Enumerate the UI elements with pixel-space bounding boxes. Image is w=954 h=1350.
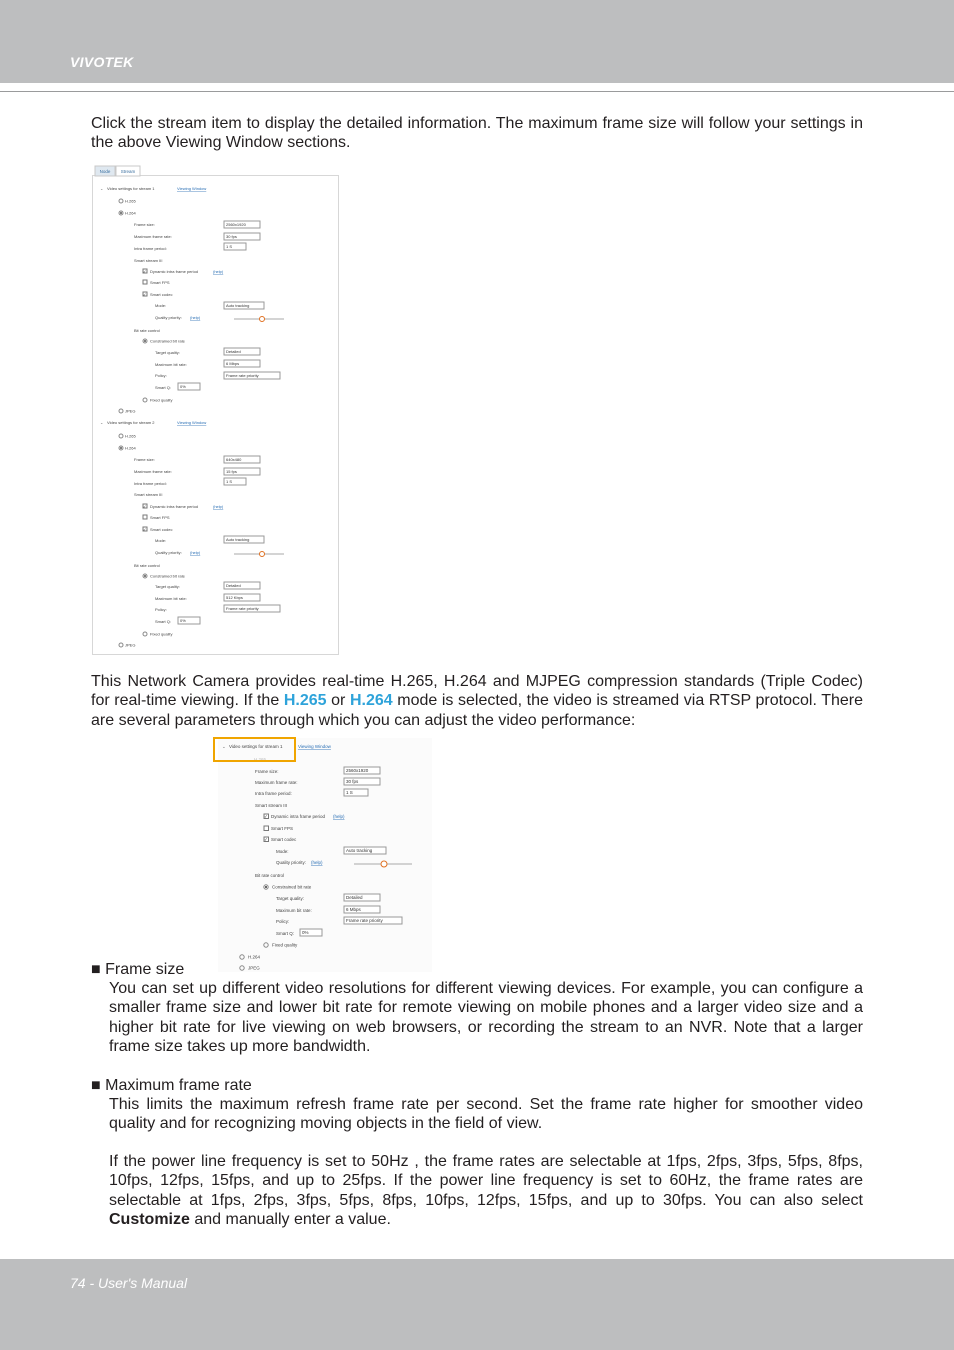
target-quality-label: Target quality: [155,350,180,355]
dynamic-intra-help-link[interactable]: (help) [213,269,224,274]
codec-jpeg-label: JPEG [125,642,136,648]
intro-paragraph: Click the stream item to display the detailed information. The maximum frame size will follow your settings in the above Viewing Window sections. [91,115,863,152]
max-frame-rate-value: 30 fps [226,234,237,239]
stream-settings-figure [92,164,340,656]
frame-size-paragraph: You can set up different video resolutions for different viewing devices. For example, you can configure a smaller frame size and lower bit rate for remote viewing on mobile phones and a larger video size and a higher bit rate for live viewing on web browsers, or recording the stream to an NVR. Note that a larger frame size takes up more bandwidth. [109,980,863,1055]
check-mark-icon: ✓ [264,814,268,819]
smart-q-value: 0% [180,618,186,623]
quality-slider-handle[interactable] [381,861,387,867]
smart-fps-checkbox[interactable] [264,826,269,831]
svg-text:⌄: ⌄ [222,744,226,749]
codec-h265-label: H.265 [125,198,136,204]
check-mark-icon: ✓ [143,292,147,297]
frame-size-label: Frame size: [255,769,279,774]
quality-slider-handle[interactable] [260,317,265,322]
bit-rate-control-label: Bit rate control [255,873,285,878]
mode-label: Mode: [276,849,289,854]
check-mark-icon: ✓ [143,527,147,532]
mode-label: Mode: [155,538,167,543]
stream-1-title: Video settings for stream 1 [229,744,283,749]
smart-stream-label: Smart stream III [134,492,163,497]
codec-h264-label: H.264 [125,445,136,451]
quality-priority-help-link[interactable]: (help) [190,315,201,320]
max-bit-rate-value: 6 Mbps [346,907,361,912]
check-mark-icon: ✓ [143,269,147,274]
smart-q-value: 0% [180,384,186,389]
power-line-paragraph [109,1152,863,1229]
frame-size-value: 640x480 [226,457,242,462]
codec-text-part1: This Network Camera provides real-time H.265, H.264 and MJPEG compression standards (Triple Codec) for real-time viewing. If the [91,673,863,710]
max-frame-rate-label: Maximum frame rate: [134,469,172,474]
quality-priority-label: Quality priority: [155,550,182,555]
frame-size-label: Frame size: [134,457,155,462]
stream-1-title: Video settings for stream 1 [107,186,155,191]
smart-fps-label: Smart FPS [271,826,294,831]
smart-codec-label: Smart codec [150,292,173,297]
radio-h264-dot [120,447,122,449]
stream1-settings-figure [212,736,434,974]
codec-h264-label: H.264 [248,954,261,960]
h264-highlight: H.264 [349,692,393,710]
customize-term: Customize [109,1210,190,1228]
smart-fps-checkbox[interactable] [143,515,147,519]
smart-q-label: Smart Q: [276,931,295,936]
max-frame-rate-paragraph: This limits the maximum refresh frame rate per second. Set the frame rate higher for smoother video quality and for recognizing moving objects in the field of view. [109,1096,863,1133]
dynamic-intra-label: Dynamic intra frame period [150,504,199,509]
max-bit-rate-label: Maximum bit rate: [155,596,187,601]
quality-priority-label: Quality priority: [155,315,182,320]
brand-logo: VIVOTEK [70,54,134,70]
policy-value: Frame rate priority [346,918,383,923]
check-mark-icon: ✓ [264,837,268,842]
page-number: 74 - User's Manual [70,1275,188,1291]
fixed-quality-label: Fixed quality [150,631,173,637]
codec-text-part2: mode is selected, the video is streamed via RTSP protocol. There are several parameters through which you can adjust the video performance: [91,692,863,729]
smart-fps-label: Smart FPS [150,515,170,520]
bit-rate-control-label: Bit rate control [134,563,160,568]
frame-size-value: 2560x1920 [346,768,369,773]
target-quality-value: Detailed [226,349,241,354]
max-bit-rate-value: 512 Kbps [226,595,243,600]
check-mark-icon: ✓ [143,504,147,509]
tab-stream-label: Stream [120,169,136,174]
codec-paragraph [91,672,863,730]
policy-value: Frame rate priority [226,373,259,378]
smart-codec-label: Smart codec [271,837,297,842]
dynamic-intra-label: Dynamic intra frame period [150,269,199,274]
fixed-quality-label: Fixed quality [272,942,298,948]
target-quality-label: Target quality: [155,584,180,589]
power-line-text: If the power line frequency is set to 50Hz , the frame rates are selectable at 1fps, 2fps, 3fps, 5fps, 8fps, 10fps, 12fps, 15fps, and up to 25fps. If the power line frequency is set to 60Hz, the frame rates are selectable at 1fps, 2fps, 3fps, 5fps, 8fps, 10fps, 12fps, 15fps, and up to 30fps. You can also select [109,1153,863,1209]
stream-2-viewing-window-link[interactable]: Viewing Window [177,420,207,425]
max-frame-rate-label: Maximum frame rate: [134,234,172,239]
intra-frame-period-label: Intra frame period: [134,481,167,486]
max-bit-rate-value: 6 Mbps [226,361,240,366]
policy-label: Policy: [155,607,167,612]
radio-constrained-dot [265,886,267,888]
radio-constrained-dot [144,340,146,342]
codec-h265-label: H.265 [254,757,267,762]
radio-constrained-dot [144,575,146,577]
mode-label: Mode: [155,303,167,308]
smart-fps-checkbox[interactable] [143,280,147,284]
codec-jpeg-label: JPEG [125,408,136,414]
h265-highlight: H.265 [283,692,327,710]
codec-text-or: or [326,692,350,710]
smart-codec-label: Smart codec [150,527,173,532]
fixed-quality-label: Fixed quality [150,397,173,403]
page-header [0,0,954,83]
quality-slider-handle[interactable] [260,552,265,557]
target-quality-label: Target quality: [276,896,305,901]
max-frame-rate-heading: ■ Maximum frame rate [91,1077,252,1094]
intra-frame-period-value: 1 S [346,790,353,795]
frame-size-value: 2560x1920 [226,222,246,227]
intra-frame-period-label: Intra frame period: [255,791,292,796]
target-quality-value: Detailed [346,895,363,900]
viewing-window-link[interactable]: Viewing Window [298,744,331,749]
smart-fps-label: Smart FPS [150,280,170,285]
dynamic-intra-help-link[interactable]: (help) [333,814,345,819]
constrained-label: Constrained bit rate [150,338,185,344]
svg-text:⌄: ⌄ [100,420,104,425]
stream-settings-screenshot [92,164,340,656]
intra-frame-period-value: 1 S [226,244,233,249]
power-line-text-end: and manually enter a value. [189,1210,391,1228]
max-bit-rate-label: Maximum bit rate: [276,908,312,913]
max-frame-rate-value: 30 fps [346,779,359,784]
codec-h265-label: H.265 [125,433,136,439]
frame-size-heading: ■ Frame size [91,961,185,978]
intra-frame-period-label: Intra frame period: [134,246,167,251]
stream1-settings-screenshot [212,736,434,974]
smart-stream-label: Smart stream III [134,258,163,263]
quality-priority-help-link[interactable]: (help) [190,550,201,555]
max-frame-rate-label: Maximum frame rate: [255,780,298,785]
smart-stream-label: Smart stream III [255,803,288,808]
max-bit-rate-label: Maximum bit rate: [155,362,187,367]
header-rule [0,91,954,92]
max-frame-rate-value: 15 fps [226,469,237,474]
intra-frame-period-value: 1 S [226,479,233,484]
codec-h264-label: H.264 [125,210,136,216]
stream-1-viewing-window-link[interactable]: Viewing Window [177,186,207,191]
smart-q-value: 0% [302,930,309,935]
constrained-label: Constrained bit rate [272,884,312,890]
policy-label: Policy: [276,919,290,924]
dynamic-intra-help-link[interactable]: (help) [213,504,224,509]
mode-value: Auto tracking [346,848,373,853]
stream-2-title: Video settings for stream 2 [107,420,155,425]
policy-label: Policy: [155,373,167,378]
constrained-label: Constrained bit rate [150,573,185,579]
smart-q-label: Smart Q: [155,619,172,624]
target-quality-value: Detailed [226,583,241,588]
frame-size-label: Frame size: [134,222,155,227]
svg-text:⌄: ⌄ [100,186,104,191]
mode-value: Auto tracking [226,537,250,542]
codec-jpeg-label: JPEG [248,965,260,971]
page-footer [0,1259,954,1350]
mode-value: Auto tracking [226,303,250,308]
bit-rate-control-label: Bit rate control [134,328,160,333]
tab-node-label: Node [99,169,111,174]
quality-priority-help-link[interactable]: (help) [311,860,323,865]
quality-priority-label: Quality priority: [276,860,307,865]
dynamic-intra-label: Dynamic intra frame period [271,814,326,819]
radio-h264-dot [120,212,122,214]
smart-q-label: Smart Q: [155,385,172,390]
policy-value: Frame rate priority [226,606,259,611]
